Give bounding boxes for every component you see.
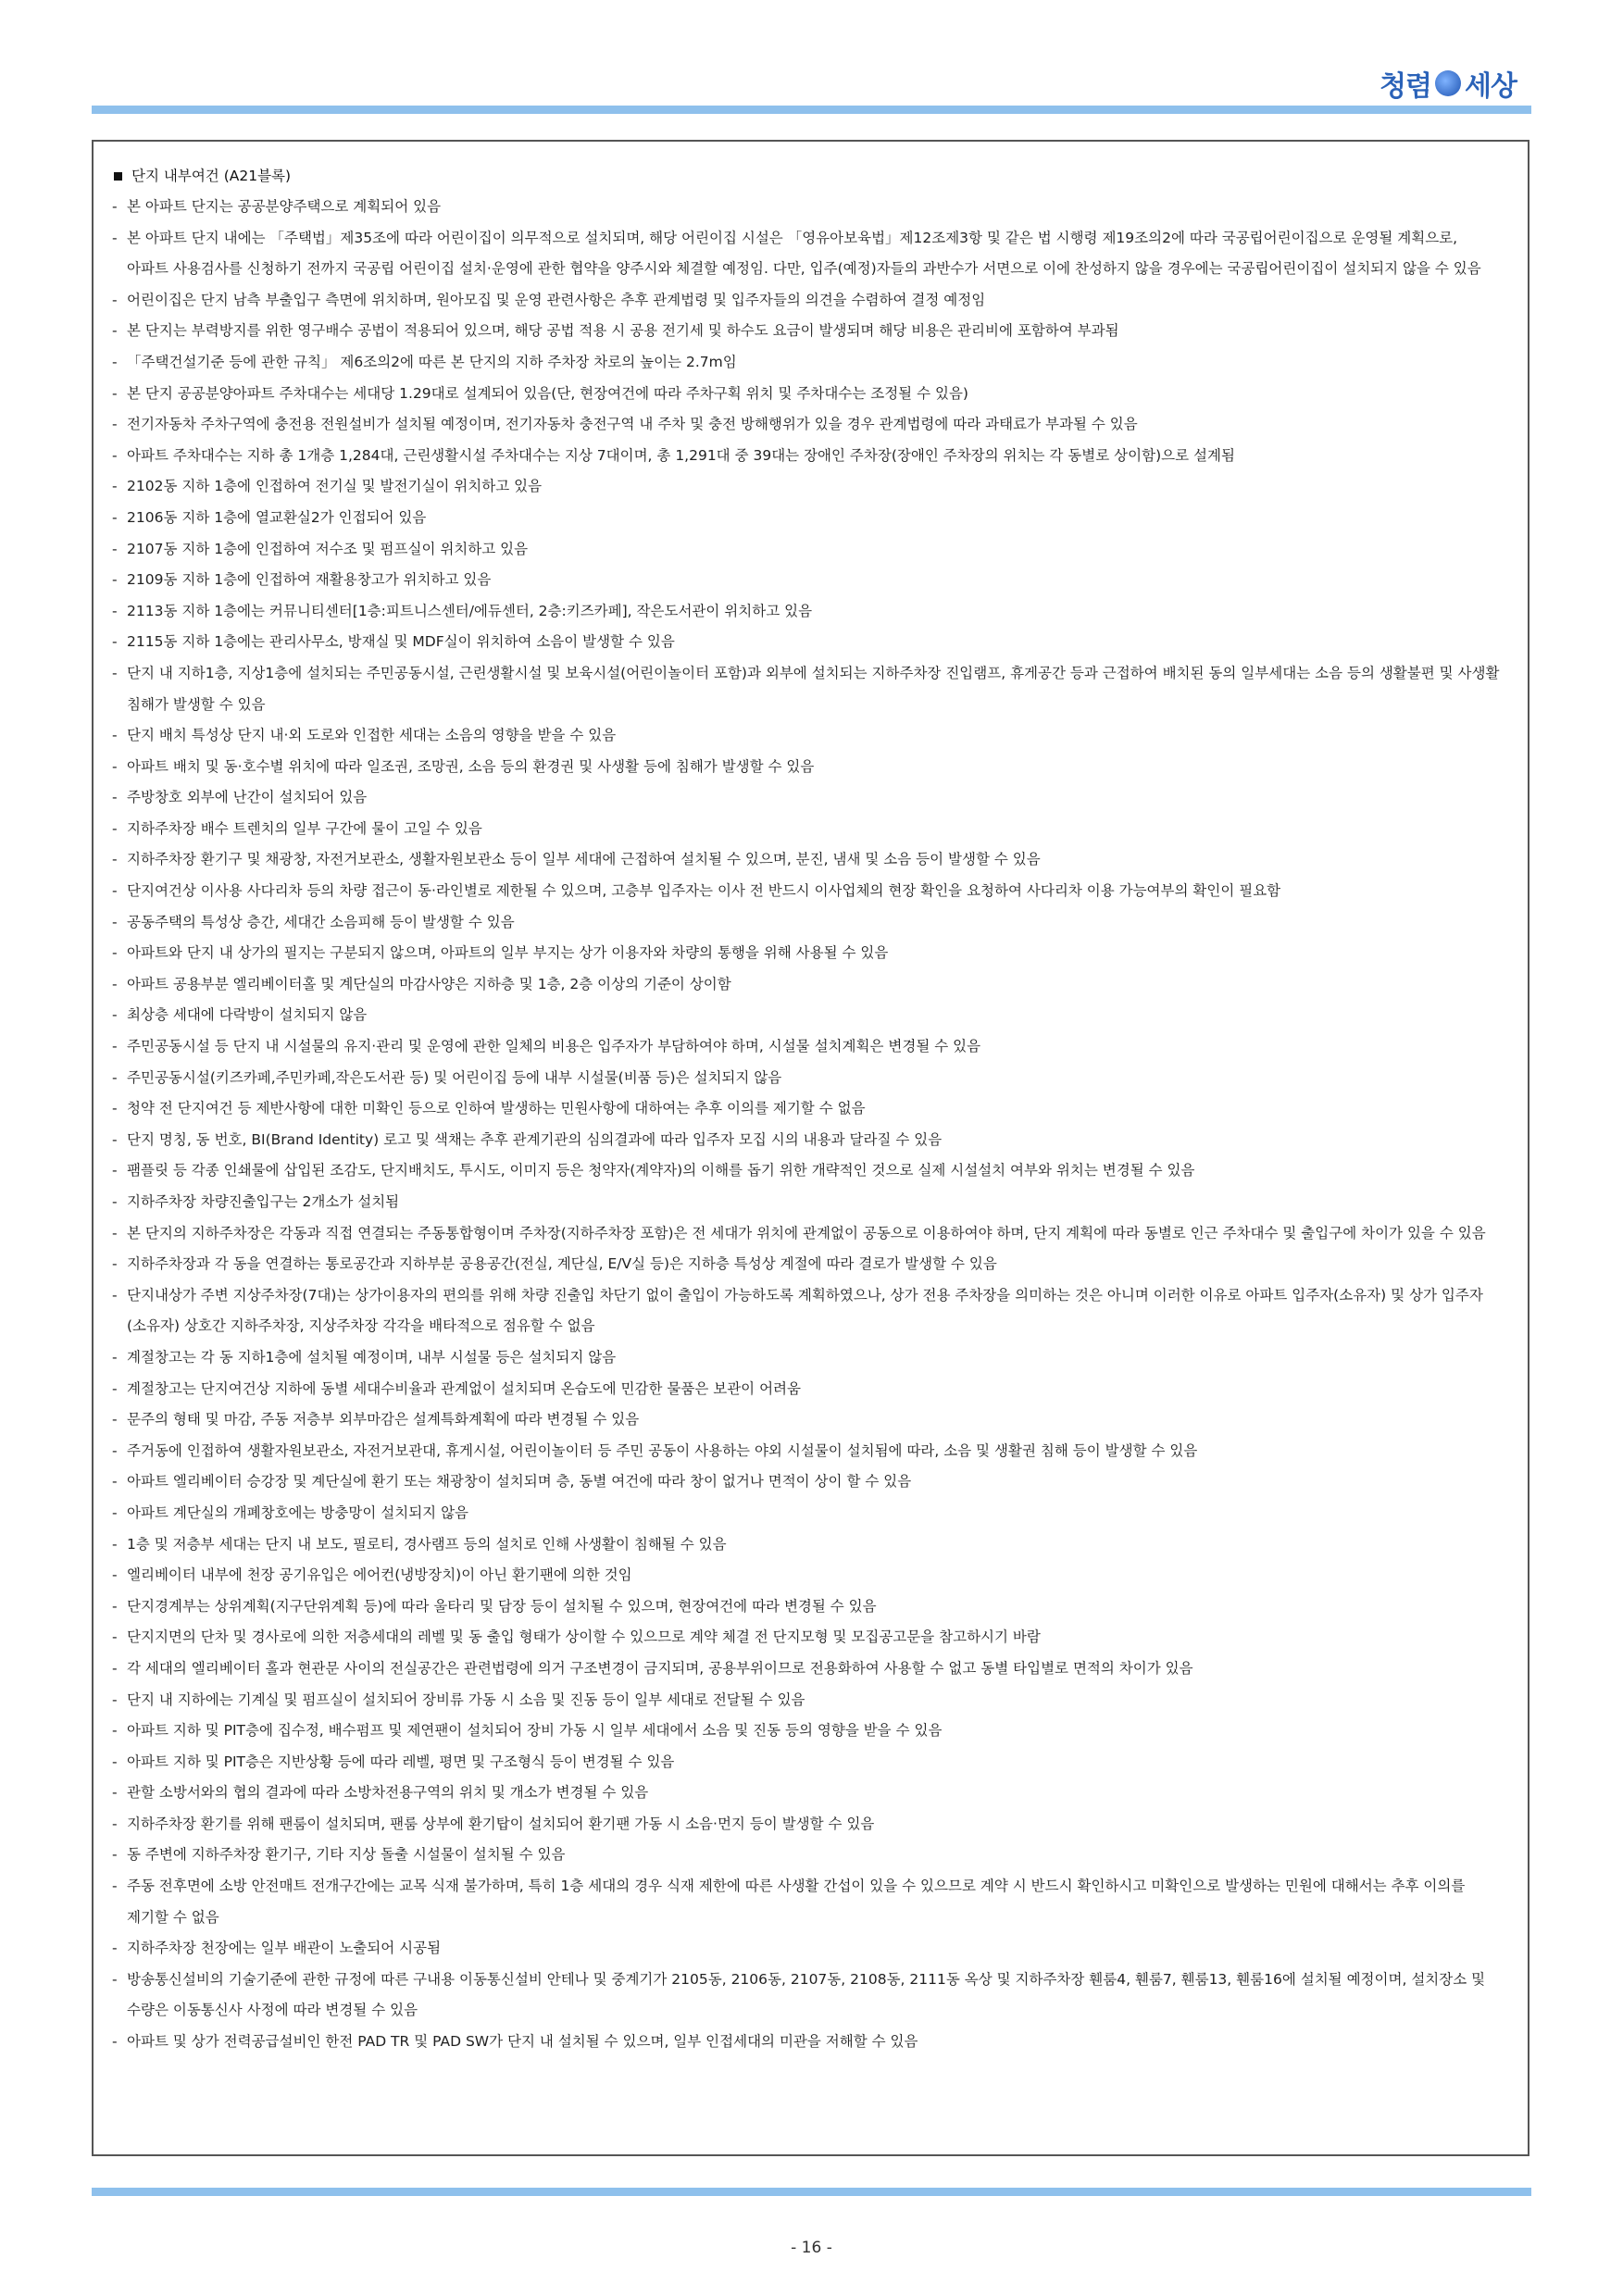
list-item: - 지하주차장과 각 동을 연결하는 통로공간과 지하부분 공용공간(전실, 계단실, E/V실 등)은 지하층 특성상 계절에 따라 결로가 발생할 수 있음 xyxy=(110,1249,1500,1280)
logo xyxy=(1380,63,1517,104)
list-item: - 2113동 지하 1층에는 커뮤니티센터[1층:피트니스센터/에듀센터, 2층:키즈카페], 작은도서관이 위치하고 있음 xyxy=(110,596,1500,628)
list-item: - 주동 전후면에 소방 안전매트 전개구간에는 교목 식재 불가하며, 특히 1층 세대의 경우 식재 제한에 따른 사생활 간섭이 있을 수 있으므로 계약 시 반드시 확인하시고 미확인으로 발생하는 민원에 대해서는 추후 이의를 제기할 수 없음 xyxy=(110,1871,1500,1933)
list-item: - 본 단지의 지하주차장은 각동과 직접 연결되는 주동통합형이며 주차장(지하주차장 포함)은 전 세대가 위치에 관계없이 공동으로 이용하여야 하며, 단지 계획에 따라 동별로 인근 주차대수 및 출입구에 차이가 있을 수 있음 xyxy=(110,1218,1500,1250)
list-item: - 「주택건설기준 등에 관한 규칙」 제6조의2에 따른 본 단지의 지하 주차장 차로의 높이는 2.7m임 xyxy=(110,347,1500,379)
list-item: - 아파트 계단실의 개폐창호에는 방충망이 설치되지 않음 xyxy=(110,1498,1500,1529)
list-item: - 본 아파트 단지 내에는 「주택법」제35조에 따라 어린이집이 의무적으로 설치되며, 해당 어린이집 시설은 「영유아보육법」제12조제3항 및 같은 법 시행령 제19조의2에 따라 국공립어린이집으로 운영될 계획으로, 아파트 사용검사를 신청하기 전까지 국공립 어린이집 설치·운영에 관한 협약을 양주시와 체결할 예정임. 다만, 입주(예정)자들의 과반수가 서면으로 이에 찬성하지 않을 경우에는 국공립어린이집이 설치되지 않을 수 있음 xyxy=(110,223,1500,285)
bullet-square-icon xyxy=(114,172,122,181)
list-item: - 주민공동시설(키즈카페,주민카페,작은도서관 등) 및 어린이집 등에 내부 시설물(비품 등)은 설치되지 않음 xyxy=(110,1063,1500,1094)
list-item: - 단지내상가 주변 지상주차장(7대)는 상가이용자의 편의를 위해 차량 진출입 차단기 없이 출입이 가능하도록 계획하였으나, 상가 전용 주차장을 의미하는 것은 아니며 이러한 이유로 아파트 입주자(소유자) 및 상가 입주자(소유자) 상호간 지하주차장, 지상주차장 각각을 배타적으로 점유할 수 없음 xyxy=(110,1280,1500,1342)
list-item: - 주방창호 외부에 난간이 설치되어 있음 xyxy=(110,782,1500,814)
content-box xyxy=(92,140,1529,2156)
list-item: - 단지 명칭, 동 번호, BI(Brand Identity) 로고 및 색채는 추후 관계기관의 심의결과에 따라 입주자 모집 시의 내용과 달라질 수 있음 xyxy=(110,1125,1500,1156)
list-item: - 본 단지는 부력방지를 위한 영구배수 공법이 적용되어 있으며, 해당 공법 적용 시 공용 전기세 및 하수도 요금이 발생되며 해당 비용은 관리비에 포함하여 부과됨 xyxy=(110,316,1500,347)
list-item: - 공동주택의 특성상 층간, 세대간 소음피해 등이 발생할 수 있음 xyxy=(110,907,1500,939)
list-item: - 아파트 배치 및 동·호수별 위치에 따라 일조권, 조망권, 소음 등의 환경권 및 사생활 등에 침해가 발생할 수 있음 xyxy=(110,752,1500,783)
list-item: - 전기자동차 주차구역에 충전용 전원설비가 설치될 예정이며, 전기자동차 충전구역 내 주차 및 충전 방해행위가 있을 경우 관계법령에 따라 과태료가 부과될 수 있음 xyxy=(110,409,1500,441)
list-item: - 지하주차장 환기구 및 채광창, 자전거보관소, 생활자원보관소 등이 일부 세대에 근접하여 설치될 수 있으며, 분진, 냄새 및 소음 등이 발생할 수 있음 xyxy=(110,844,1500,876)
list-item: - 지하주차장 환기를 위해 팬룸이 설치되며, 팬룸 상부에 환기탑이 설치되어 환기팬 가동 시 소음·먼지 등이 발생할 수 있음 xyxy=(110,1809,1500,1841)
list-item: - 최상층 세대에 다락방이 설치되지 않음 xyxy=(110,1000,1500,1031)
logo-text-left: 청렴 xyxy=(1380,70,1432,103)
list-item: - 엘리베이터 내부에 천장 공기유입은 에어컨(냉방장치)이 아닌 환기팬에 의한 것임 xyxy=(110,1560,1500,1591)
list-item: - 지하주차장 배수 트렌치의 일부 구간에 물이 고일 수 있음 xyxy=(110,814,1500,845)
footer-divider xyxy=(92,2188,1531,2196)
list-item: - 본 아파트 단지는 공공분양주택으로 계획되어 있음 xyxy=(110,192,1500,223)
list-item: - 단지여건상 이사용 사다리차 등의 차량 접근이 동·라인별로 제한될 수 있으며, 고층부 입주자는 이사 전 반드시 이사업체의 현장 확인을 요청하여 사다리차 이용 가능여부의 확인이 필요함 xyxy=(110,876,1500,907)
page-number: - 16 - xyxy=(791,2239,832,2257)
list-item: - 아파트 지하 및 PIT층은 지반상황 등에 따라 레벨, 평면 및 구조형식 등이 변경될 수 있음 xyxy=(110,1747,1500,1778)
list-item: - 계절창고는 단지여건상 지하에 동별 세대수비율과 관계없이 설치되며 온습도에 민감한 물품은 보관이 어려움 xyxy=(110,1374,1500,1405)
list-item: - 1층 및 저층부 세대는 단지 내 보도, 필로티, 경사램프 등의 설치로 인해 사생활이 침해될 수 있음 xyxy=(110,1529,1500,1561)
list-item: - 아파트 주차대수는 지하 총 1개층 1,284대, 근린생활시설 주차대수는 지상 7대이며, 총 1,291대 중 39대는 장애인 주차장(장애인 주차장의 위치는 각 동별로 상이함)으로 설계됨 xyxy=(110,441,1500,472)
logo-emblem-icon xyxy=(1435,70,1461,96)
logo-text-right: 세상 xyxy=(1465,70,1517,103)
list-item: - 청약 전 단지여건 등 제반사항에 대한 미확인 등으로 인하여 발생하는 민원사항에 대하여는 추후 이의를 제기할 수 없음 xyxy=(110,1093,1500,1125)
list-item: - 지하주차장 천장에는 일부 배관이 노출되어 시공됨 xyxy=(110,1933,1500,1965)
section-heading xyxy=(110,160,1500,192)
list-item: - 2107동 지하 1층에 인접하여 저수조 및 펌프실이 위치하고 있음 xyxy=(110,534,1500,566)
list-item: - 팸플릿 등 각종 인쇄물에 삽입된 조감도, 단지배치도, 투시도, 이미지 등은 청약자(계약자)의 이해를 돕기 위한 개략적인 것으로 실제 시설설치 여부와 위치는 변경될 수 있음 xyxy=(110,1155,1500,1187)
list-item: - 주민공동시설 등 단지 내 시설물의 유지·관리 및 운영에 관한 일체의 비용은 입주자가 부담하여야 하며, 시설물 설치계획은 변경될 수 있음 xyxy=(110,1031,1500,1063)
list-item: - 아파트 엘리베이터 승강장 및 계단실에 환기 또는 채광창이 설치되며 층, 동별 여건에 따라 창이 없거나 면적이 상이 할 수 있음 xyxy=(110,1466,1500,1498)
list-item: - 아파트 지하 및 PIT층에 집수정, 배수펌프 및 제연팬이 설치되어 장비 가동 시 일부 세대에서 소음 및 진동 등의 영향을 받을 수 있음 xyxy=(110,1716,1500,1747)
list-item: - 관할 소방서와의 협의 결과에 따라 소방차전용구역의 위치 및 개소가 변경될 수 있음 xyxy=(110,1778,1500,1809)
list-item: - 문주의 형태 및 마감, 주동 저층부 외부마감은 설계특화계획에 따라 변경될 수 있음 xyxy=(110,1404,1500,1436)
list-item: - 단지지면의 단차 및 경사로에 의한 저층세대의 레벨 및 동 출입 형태가 상이할 수 있으므로 계약 체결 전 단지모형 및 모집공고문을 참고하시기 바람 xyxy=(110,1622,1500,1653)
list-item: - 2115동 지하 1층에는 관리사무소, 방재실 및 MDF실이 위치하여 소음이 발생할 수 있음 xyxy=(110,627,1500,658)
list-item: - 각 세대의 엘리베이터 홀과 현관문 사이의 전실공간은 관련법령에 의거 구조변경이 금지되며, 공용부위이므로 전용화하여 사용할 수 없고 동별 타입별로 면적의 차이가 있음 xyxy=(110,1653,1500,1685)
list-item: - 단지 내 지하에는 기계실 및 펌프실이 설치되어 장비류 가동 시 소음 및 진동 등이 일부 세대로 전달될 수 있음 xyxy=(110,1685,1500,1716)
list-item: - 방송통신설비의 기술기준에 관한 규정에 따른 구내용 이동통신설비 안테나 및 중계기가 2105동, 2106동, 2107동, 2108동, 2111동 옥상 및 지하주차장 휀룸4, 휀룸7, 휀룸13, 휀룸16에 설치될 예정이며, 설치장소 및 수량은 이동통신사 사정에 따라 변경될 수 있음 xyxy=(110,1965,1500,2027)
list-item: - 본 단지 공공분양아파트 주차대수는 세대당 1.29대로 설계되어 있음(단, 현장여건에 따라 주차구획 위치 및 주차대수는 조정될 수 있음) xyxy=(110,379,1500,410)
list-item: - 아파트 공용부분 엘리베이터홀 및 계단실의 마감사양은 지하층 및 1층, 2층 이상의 기준이 상이함 xyxy=(110,969,1500,1001)
list-item: - 동 주변에 지하주차장 환기구, 기타 지상 돌출 시설물이 설치될 수 있음 xyxy=(110,1840,1500,1871)
list-item: - 단지경계부는 상위계획(지구단위계획 등)에 따라 울타리 및 담장 등이 설치될 수 있으며, 현장여건에 따라 변경될 수 있음 xyxy=(110,1591,1500,1623)
list-item: - 아파트 및 상가 전력공급설비인 한전 PAD TR 및 PAD SW가 단지 내 설치될 수 있으며, 일부 인접세대의 미관을 저해할 수 있음 xyxy=(110,2027,1500,2058)
list-item: - 2106동 지하 1층에 열교환실2가 인접되어 있음 xyxy=(110,503,1500,534)
list-item: - 어린이집은 단지 남측 부출입구 측면에 위치하며, 원아모집 및 운영 관련사항은 추후 관계법령 및 입주자들의 의견을 수렴하여 결정 예정임 xyxy=(110,285,1500,317)
list-item: - 계절창고는 각 동 지하1층에 설치될 예정이며, 내부 시설물 등은 설치되지 않음 xyxy=(110,1342,1500,1374)
list-item: - 지하주차장 차량진출입구는 2개소가 설치됨 xyxy=(110,1187,1500,1218)
list-item: - 주거동에 인접하여 생활자원보관소, 자전거보관대, 휴게시설, 어린이놀이터 등 주민 공동이 사용하는 야외 시설물이 설치됨에 따라, 소음 및 생활권 침해 등이 발생할 수 있음 xyxy=(110,1436,1500,1467)
section-title: 단지 내부여건 (A21블록) xyxy=(131,168,292,184)
list-item: - 단지 배치 특성상 단지 내·외 도로와 인접한 세대는 소음의 영향을 받을 수 있음 xyxy=(110,720,1500,752)
list-item: - 2102동 지하 1층에 인접하여 전기실 및 발전기실이 위치하고 있음 xyxy=(110,471,1500,503)
list-item: - 단지 내 지하1층, 지상1층에 설치되는 주민공동시설, 근린생활시설 및 보육시설(어린이놀이터 포함)과 외부에 설치되는 지하주차장 진입램프, 휴게공간 등과 근접하여 배치된 동의 일부세대는 소음 등의 생활불편 및 사생활 침해가 발생할 수 있음 xyxy=(110,658,1500,720)
header-divider xyxy=(92,106,1531,114)
notice-list xyxy=(110,192,1500,2058)
list-item: - 2109동 지하 1층에 인접하여 재활용창고가 위치하고 있음 xyxy=(110,565,1500,596)
list-item: - 아파트와 단지 내 상가의 필지는 구분되지 않으며, 아파트의 일부 부지는 상가 이용자와 차량의 통행을 위해 사용될 수 있음 xyxy=(110,938,1500,969)
